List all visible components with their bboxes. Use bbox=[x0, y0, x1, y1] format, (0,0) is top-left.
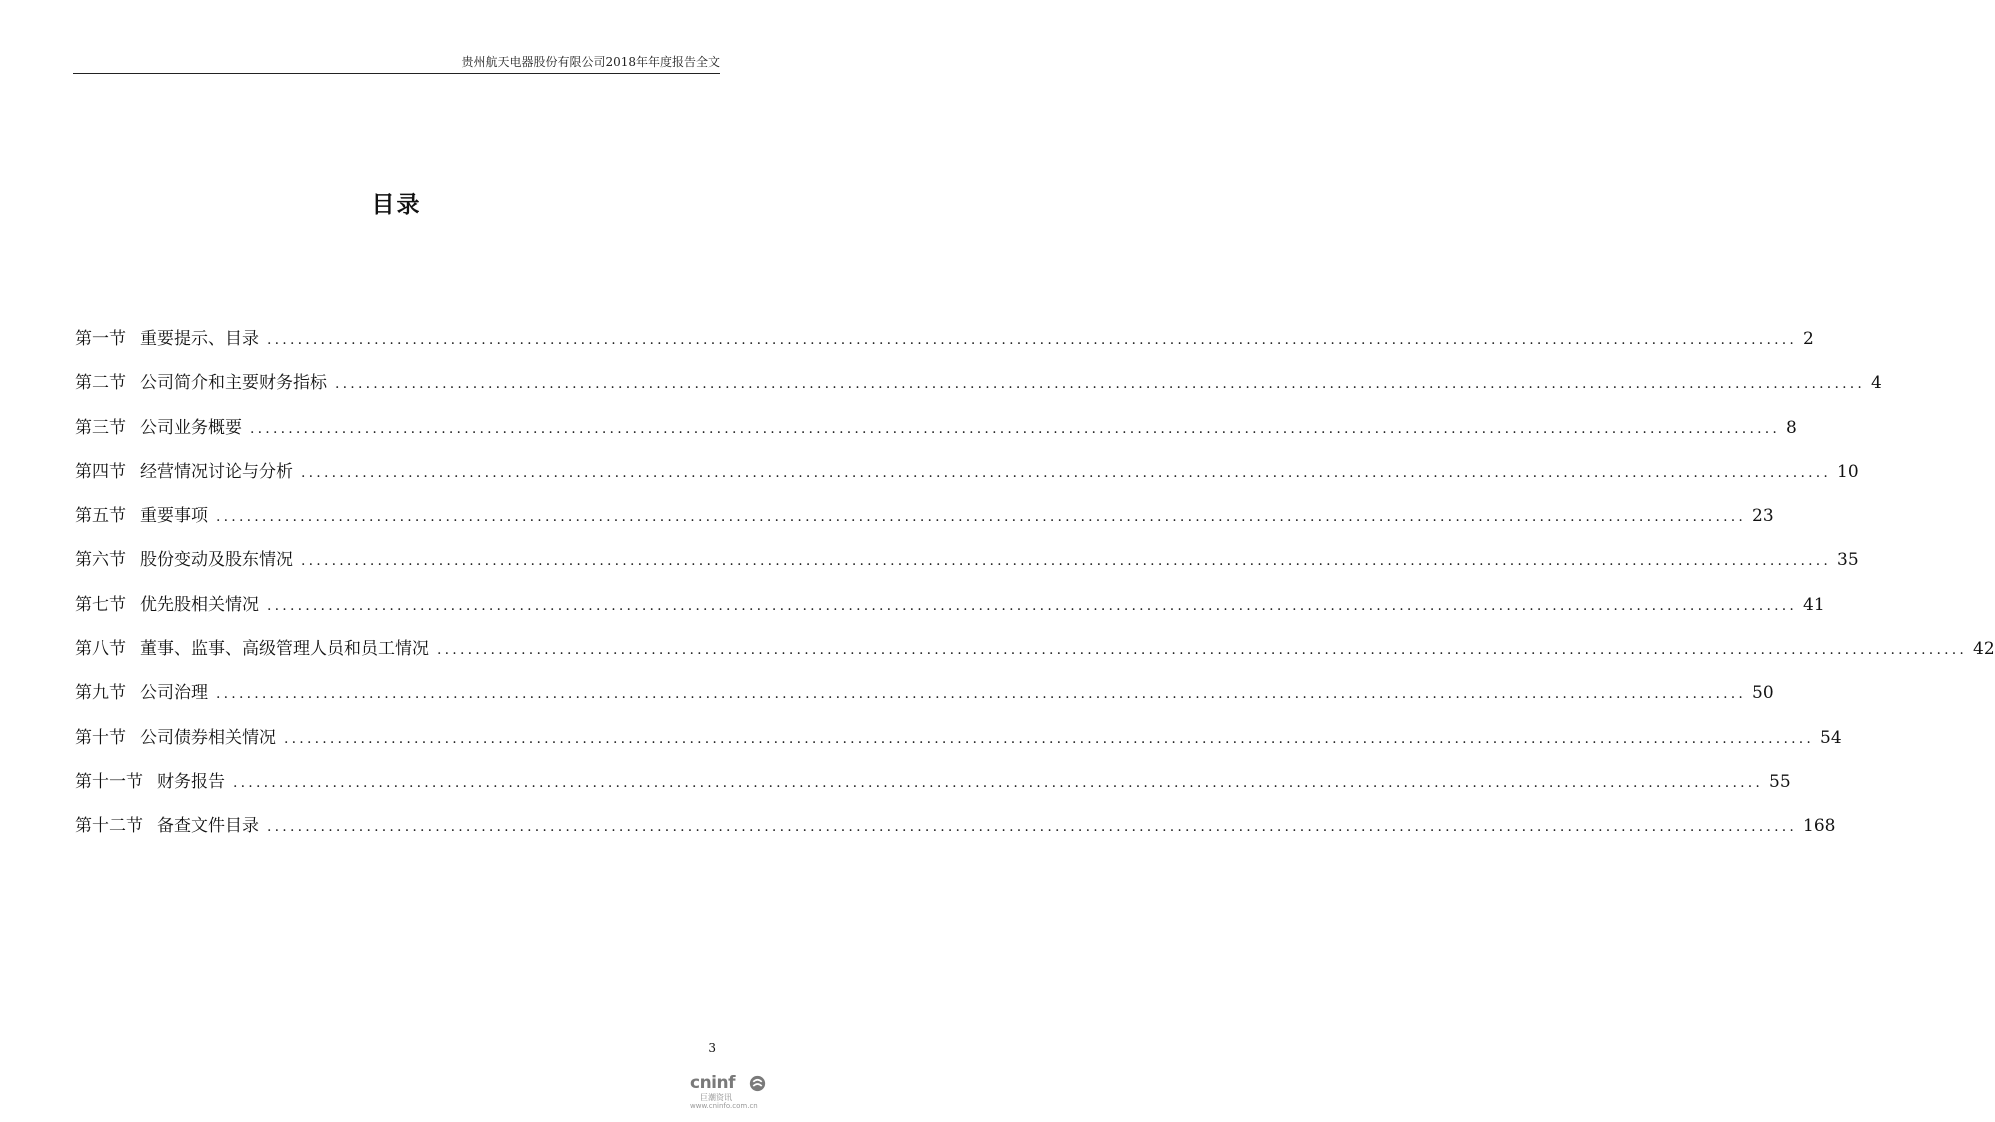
table-of-contents bbox=[75, 325, 1995, 857]
toc-section-title: 经营情况讨论与分析 bbox=[140, 461, 293, 482]
header-divider bbox=[73, 73, 720, 74]
toc-page-number: 42 bbox=[1973, 639, 1995, 660]
toc-section-title: 董事、监事、高级管理人员和员工情况 bbox=[140, 639, 429, 660]
dot-leader: ........................................................................................................................................................................................................ bbox=[250, 420, 1781, 437]
toc-entry[interactable] bbox=[75, 414, 1797, 458]
toc-section-title: 财务报告 bbox=[157, 771, 225, 792]
toc-section-number: 第四节 bbox=[75, 461, 126, 482]
toc-section-number: 第六节 bbox=[75, 550, 126, 571]
toc-section-number: 第七节 bbox=[75, 594, 126, 615]
toc-entry[interactable] bbox=[75, 591, 1825, 635]
toc-page-number: 10 bbox=[1837, 461, 1859, 482]
toc-entry[interactable] bbox=[75, 768, 1791, 812]
toc-section-title: 重要提示、目录 bbox=[140, 329, 259, 349]
toc-page-number: 55 bbox=[1769, 771, 1791, 792]
toc-section-title: 优先股相关情况 bbox=[140, 594, 259, 615]
toc-entry[interactable] bbox=[75, 458, 1859, 502]
toc-entry[interactable] bbox=[75, 635, 1995, 679]
toc-section-title: 股份变动及股东情况 bbox=[140, 550, 293, 571]
logo-subtitle: 巨潮资讯 bbox=[700, 1093, 732, 1102]
dot-leader: ........................................................................................................................................................................................................ bbox=[301, 464, 1832, 481]
toc-entry[interactable] bbox=[75, 325, 1814, 369]
logo-swirl-icon bbox=[749, 1075, 766, 1092]
toc-page-number: 41 bbox=[1803, 594, 1825, 615]
toc-page-number: 8 bbox=[1786, 417, 1797, 438]
toc-section-number: 第一节 bbox=[75, 329, 126, 349]
toc-page-number: 35 bbox=[1837, 550, 1859, 571]
dot-leader: ........................................................................................................................................................................................................ bbox=[267, 332, 1798, 348]
toc-section-number: 第九节 bbox=[75, 683, 126, 704]
toc-section-title: 公司债券相关情况 bbox=[140, 727, 276, 748]
toc-page-number: 4 bbox=[1871, 373, 1882, 394]
toc-entry[interactable] bbox=[75, 546, 1859, 590]
page-title: 目录 bbox=[371, 192, 422, 218]
dot-leader: ........................................................................................................................................................................................................ bbox=[301, 553, 1832, 570]
dot-leader: ........................................................................................................................................................................................................ bbox=[284, 730, 1815, 747]
toc-entry[interactable] bbox=[75, 502, 1774, 546]
toc-page-number: 23 bbox=[1752, 506, 1774, 527]
toc-entry[interactable] bbox=[75, 679, 1774, 723]
running-header: 贵州航天电器股份有限公司2018年年度报告全文 bbox=[461, 55, 720, 69]
toc-section-number: 第十一节 bbox=[75, 771, 143, 792]
logo-url: www.cninfo.com.cn bbox=[690, 1102, 758, 1110]
toc-section-number: 第三节 bbox=[75, 417, 126, 438]
dot-leader: ........................................................................................................................................................................................................ bbox=[437, 642, 1968, 659]
toc-section-title: 备查文件目录 bbox=[157, 816, 259, 837]
toc-section-number: 第二节 bbox=[75, 373, 126, 394]
toc-page-number: 50 bbox=[1752, 683, 1774, 704]
toc-entry[interactable] bbox=[75, 724, 1842, 768]
logo-wordmark: cninf bbox=[690, 1073, 736, 1093]
toc-section-number: 第十节 bbox=[75, 727, 126, 748]
toc-section-number: 第五节 bbox=[75, 506, 126, 527]
toc-entry[interactable] bbox=[75, 369, 1882, 413]
dot-leader: ........................................................................................................................................................................................................ bbox=[233, 774, 1764, 791]
cninfo-logo bbox=[690, 1073, 766, 1113]
toc-page-number: 2 bbox=[1803, 329, 1814, 349]
page-number: 3 bbox=[708, 1041, 716, 1055]
toc-section-title: 公司业务概要 bbox=[140, 417, 242, 438]
toc-section-number: 第十二节 bbox=[75, 816, 143, 837]
toc-section-title: 公司治理 bbox=[140, 683, 208, 704]
dot-leader: ........................................................................................................................................................................................................ bbox=[335, 376, 1866, 393]
dot-leader: ........................................................................................................................................................................................................ bbox=[267, 819, 1798, 836]
dot-leader: ........................................................................................................................................................................................................ bbox=[216, 686, 1747, 703]
toc-page-number: 54 bbox=[1820, 727, 1842, 748]
dot-leader: ........................................................................................................................................................................................................ bbox=[216, 509, 1747, 526]
toc-page-number: 168 bbox=[1803, 816, 1836, 837]
toc-section-number: 第八节 bbox=[75, 639, 126, 660]
dot-leader: ........................................................................................................................................................................................................ bbox=[267, 597, 1798, 614]
toc-section-title: 公司简介和主要财务指标 bbox=[140, 373, 327, 394]
toc-section-title: 重要事项 bbox=[140, 506, 208, 527]
toc-entry[interactable] bbox=[75, 812, 1836, 856]
